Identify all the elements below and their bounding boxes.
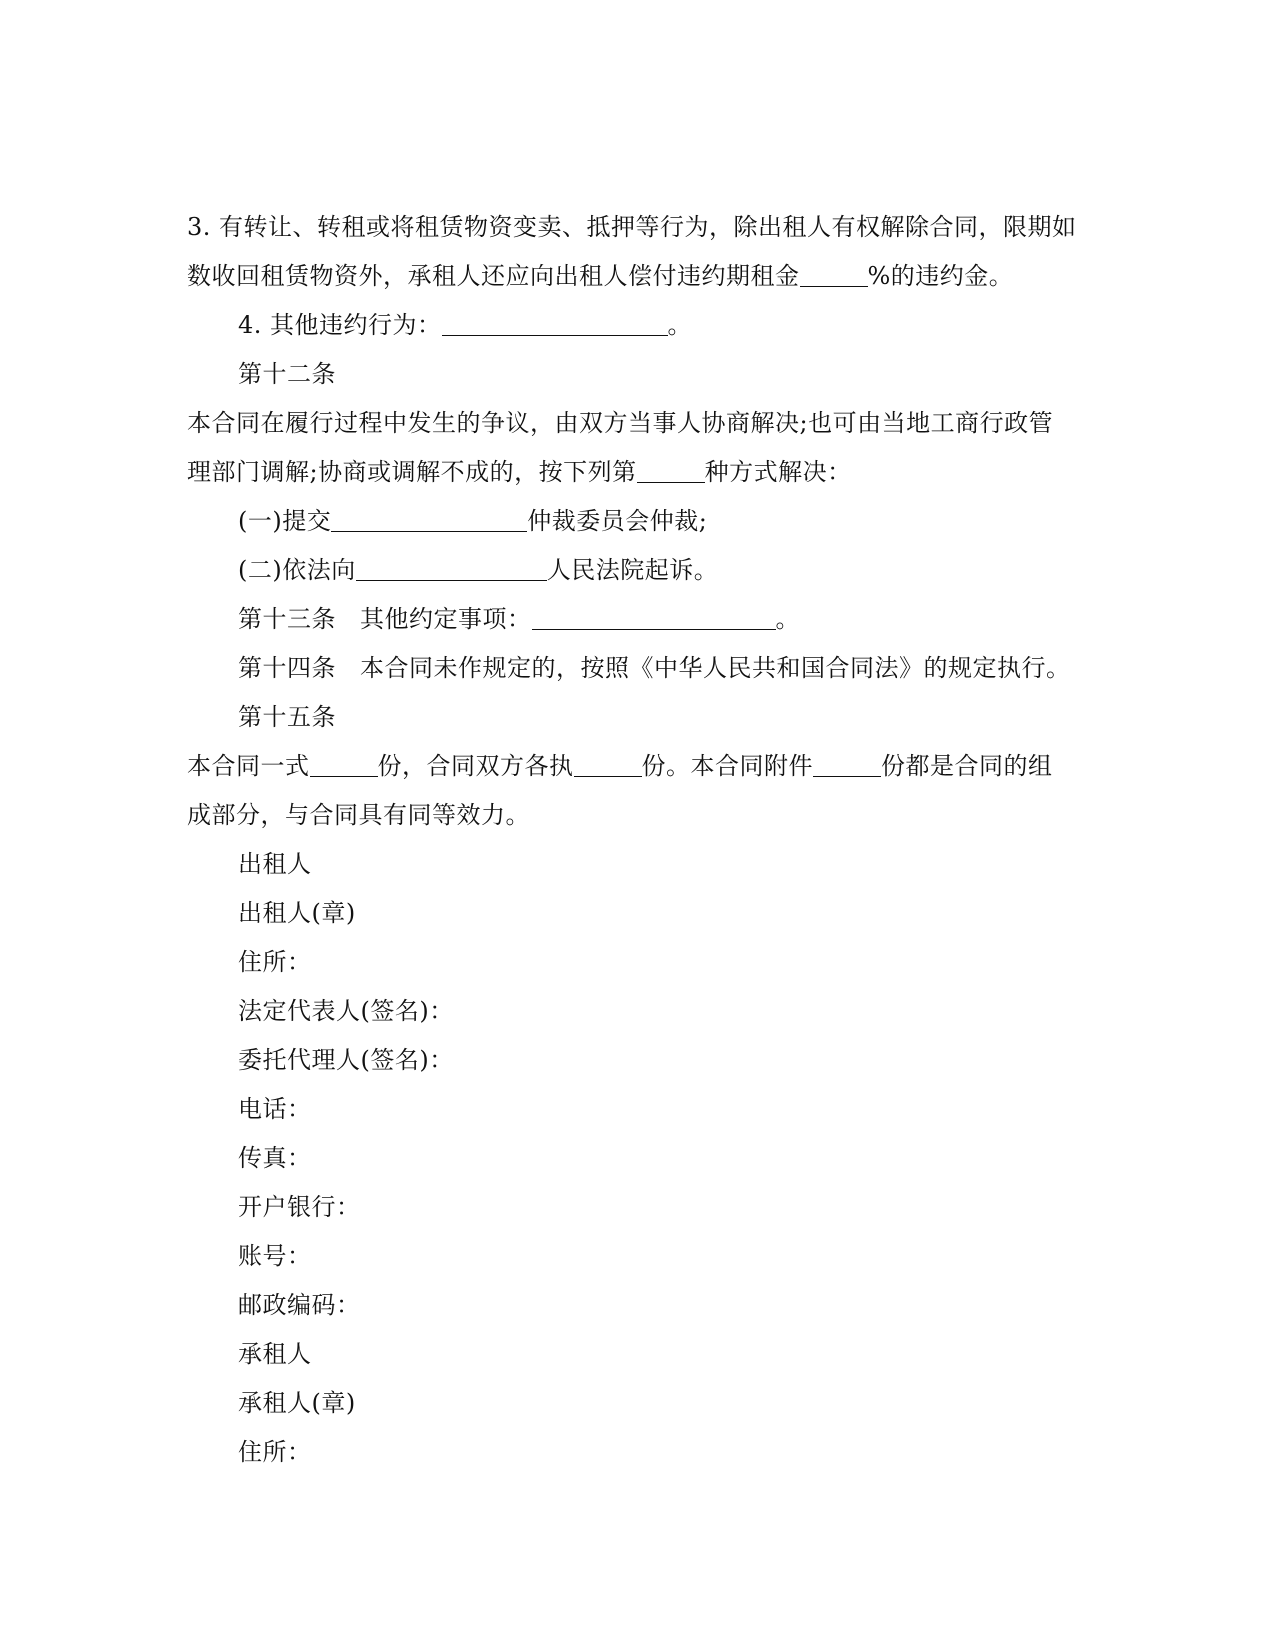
- lessor-legal-rep-label: 法定代表人(签名)：: [238, 997, 454, 1025]
- resolution-method-blank[interactable]: [637, 456, 705, 483]
- lessee-title: [187, 1330, 1087, 1379]
- lessee-seal-label: 承租人(章): [238, 1389, 356, 1417]
- clause12-option1: [187, 497, 1087, 546]
- lessor-bank: [187, 1183, 1087, 1232]
- clause13-prefix: 其他约定事项：: [360, 605, 532, 633]
- clause14: [187, 644, 1087, 693]
- other-terms-blank[interactable]: [532, 603, 776, 630]
- lessor-agent: [187, 1036, 1087, 1085]
- clause15-part4: 份都是合同的组: [881, 752, 1053, 780]
- clause13-heading: 第十三条: [238, 605, 336, 633]
- lessor-title-text: 出租人: [238, 850, 312, 878]
- lessee-title-text: 承租人: [238, 1340, 312, 1368]
- clause15-heading: [187, 693, 1087, 742]
- lessor-postcode-label: 邮政编码：: [238, 1291, 361, 1319]
- clause15-line1: [187, 742, 1087, 791]
- clause12-body-text: 本合同在履行过程中发生的争议，由双方当事人协商解决;也可由当地工商行政管: [187, 409, 1054, 437]
- clause11-item3-prefix: 数收回租赁物资外，承租人还应向出租人偿付违约期租金: [187, 262, 800, 290]
- lessor-postcode: [187, 1281, 1087, 1330]
- lessee-address-label: 住所：: [238, 1438, 312, 1466]
- clause11-item3-line2: [187, 252, 1087, 301]
- clause11-item3-text: 3. 有转让、转租或将租赁物资变卖、抵押等行为，除出租人有权解除合同，限期如: [187, 213, 1077, 241]
- lessor-agent-label: 委托代理人(签名)：: [238, 1046, 454, 1074]
- lessor-seal: [187, 889, 1087, 938]
- clause15-part1: 本合同一式: [187, 752, 310, 780]
- clause15-line2-text: 成部分，与合同具有同等效力。: [187, 801, 530, 829]
- clause12-body-prefix: 理部门调解;协商或调解不成的，按下列第: [187, 458, 637, 486]
- arbitration-committee-blank[interactable]: [331, 505, 527, 532]
- clause11-item3-line1: [187, 203, 1087, 252]
- lessor-fax: [187, 1134, 1087, 1183]
- option1-prefix: (一)提交: [238, 507, 332, 535]
- lessee-seal: [187, 1379, 1087, 1428]
- other-breach-blank[interactable]: [442, 309, 668, 336]
- lessor-phone-label: 电话：: [238, 1095, 312, 1123]
- clause11-item4-suffix: 。: [667, 311, 693, 339]
- clause12-body-suffix: 种方式解决：: [704, 458, 852, 486]
- lessor-account: [187, 1232, 1087, 1281]
- clause14-heading: 第十四条: [238, 654, 336, 682]
- clause12-option2: [187, 546, 1087, 595]
- clause11-item4-prefix: 4. 其他违约行为：: [238, 311, 442, 339]
- lessee-address: [187, 1428, 1087, 1477]
- lessor-title: [187, 840, 1087, 889]
- option2-suffix: 人民法院起诉。: [546, 556, 719, 584]
- copies-each-blank[interactable]: [574, 750, 642, 777]
- lessor-address-label: 住所：: [238, 948, 312, 976]
- clause12-body-line2: [187, 448, 1087, 497]
- clause15-heading-text: 第十五条: [238, 703, 336, 731]
- lessor-account-label: 账号：: [238, 1242, 312, 1270]
- penalty-percent-blank[interactable]: [800, 260, 868, 287]
- clause11-item3-suffix: %的违约金。: [867, 262, 1014, 290]
- clause13: [187, 595, 1087, 644]
- lessor-bank-label: 开户银行：: [238, 1193, 361, 1221]
- option2-prefix: (二)依法向: [238, 556, 356, 584]
- attachment-copies-blank[interactable]: [813, 750, 881, 777]
- clause15-part2: 份，合同双方各执: [377, 752, 574, 780]
- clause12-body-line1: [187, 399, 1087, 448]
- lessor-phone: [187, 1085, 1087, 1134]
- court-blank[interactable]: [356, 554, 547, 581]
- clause12-heading: [187, 350, 1087, 399]
- lessor-fax-label: 传真：: [238, 1144, 312, 1172]
- copies-total-blank[interactable]: [310, 750, 378, 777]
- lessor-address: [187, 938, 1087, 987]
- lessor-seal-label: 出租人(章): [238, 899, 356, 927]
- clause14-text: 本合同未作规定的，按照《中华人民共和国合同法》的规定执行。: [360, 654, 1071, 682]
- lessor-legal-rep: [187, 987, 1087, 1036]
- clause11-item4: [187, 301, 1087, 350]
- clause15-part3: 份。本合同附件: [641, 752, 813, 780]
- clause15-line2: [187, 791, 1087, 840]
- option1-suffix: 仲裁委员会仲裁;: [527, 507, 708, 535]
- clause13-suffix: 。: [775, 605, 800, 633]
- contract-content: [187, 203, 1087, 1477]
- clause12-heading-text: 第十二条: [238, 360, 336, 388]
